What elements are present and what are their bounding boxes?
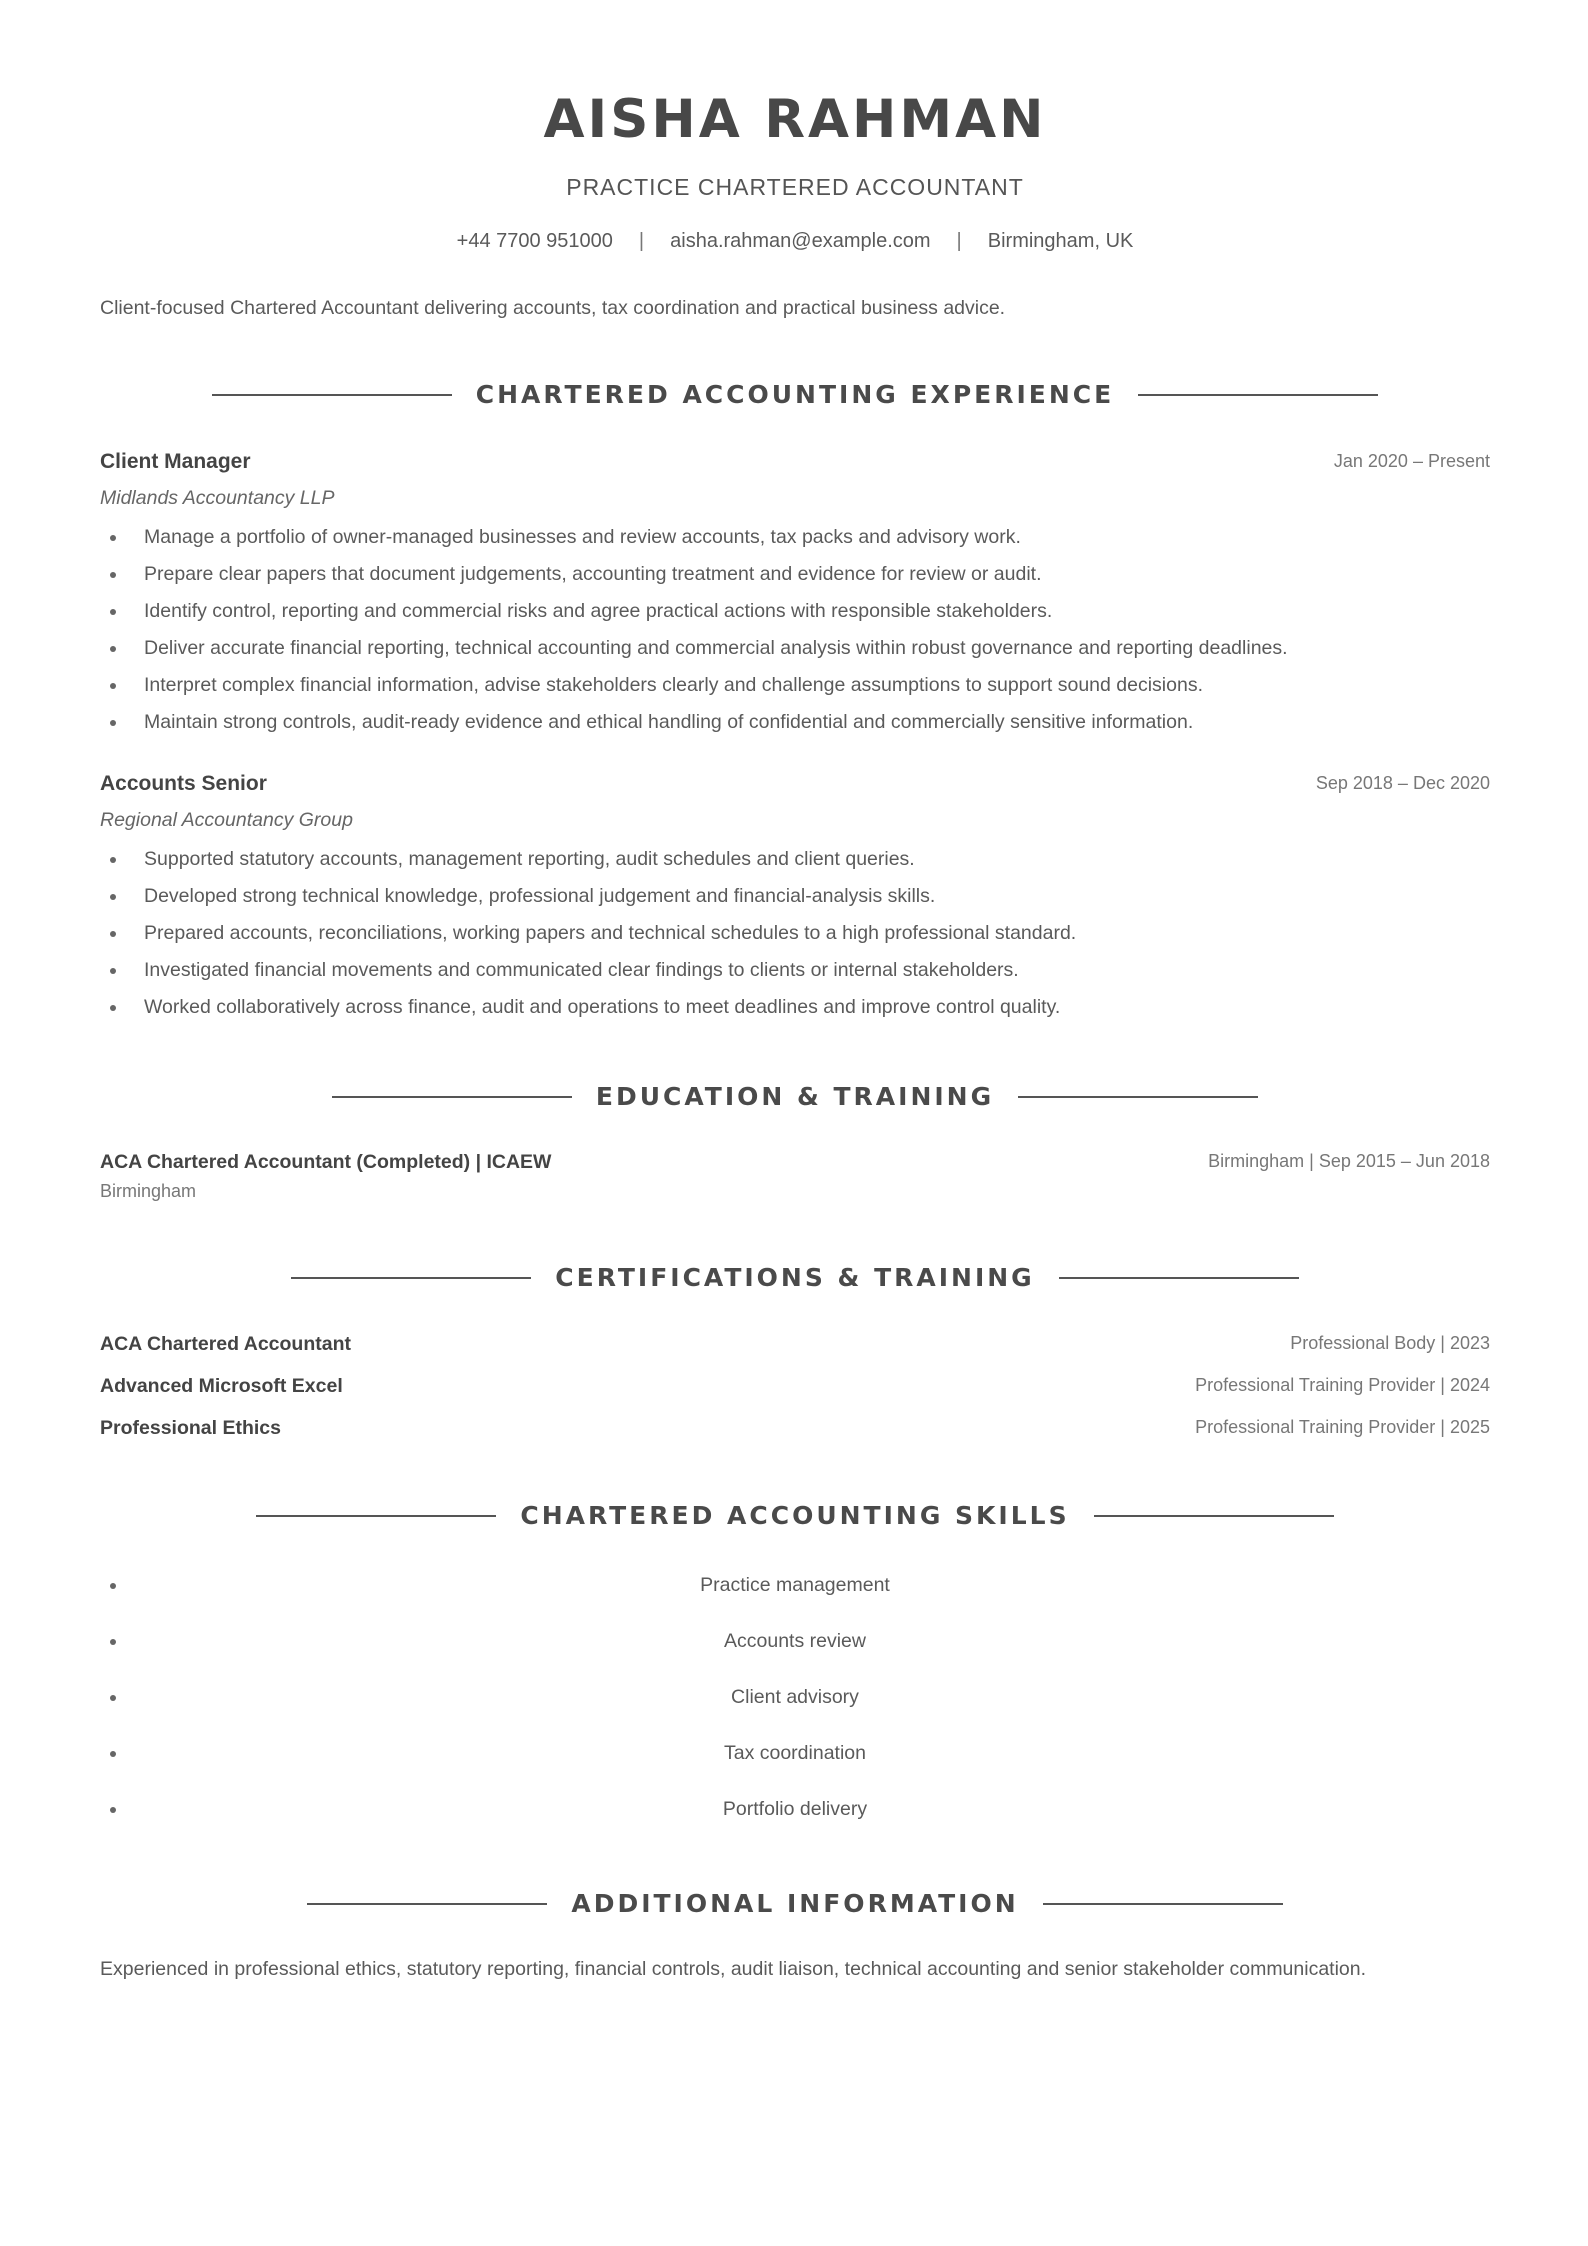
job-bullet [100, 957, 1490, 994]
section-title: EDUCATION & TRAINING [595, 1082, 995, 1111]
bullet-icon [110, 683, 116, 689]
contact-separator: | [638, 230, 645, 252]
certification-entry [100, 1414, 1490, 1444]
bullet-icon [110, 968, 116, 974]
job-bullets [100, 846, 1490, 1031]
certification-name: Professional Ethics [100, 1417, 281, 1439]
section-title: CHARTERED ACCOUNTING EXPERIENCE [475, 380, 1115, 409]
bullet-text: Prepared accounts, reconciliations, working papers and technical schedules to a high professional standard. [144, 922, 1077, 944]
bullet-icon [110, 894, 116, 900]
heading-rule [1043, 1903, 1283, 1905]
section-title: CERTIFICATIONS & TRAINING [555, 1263, 1035, 1292]
resume-page [100, 0, 1490, 2246]
contact-email: aisha.rahman@example.com [670, 230, 931, 252]
certification-name: Advanced Microsoft Excel [100, 1375, 343, 1397]
job-dates: Jan 2020 – Present [1333, 451, 1490, 471]
heading-rule [1094, 1515, 1334, 1517]
job-bullets [100, 524, 1490, 746]
job-bullet [100, 598, 1490, 635]
heading-rule [1059, 1277, 1299, 1279]
job-bullet [100, 846, 1490, 883]
certification-entry [100, 1330, 1490, 1360]
skill-text: Portfolio delivery [722, 1798, 868, 1820]
job-dates: Sep 2018 – Dec 2020 [1315, 773, 1490, 793]
section-heading-certifications [100, 1261, 1490, 1295]
bullet-icon [110, 1005, 116, 1011]
job-bullet [100, 920, 1490, 957]
job-bullet [100, 883, 1490, 920]
bullet-text: Prepare clear papers that document judgements, accounting treatment and evidence for review or audit. [144, 563, 1042, 585]
contact-separator: | [956, 230, 962, 252]
certification-issuer: Professional Training Provider | 2025 [1195, 1417, 1490, 1437]
job-title: Accounts Senior [100, 772, 267, 795]
certification-issuer: Professional Training Provider | 2024 [1195, 1375, 1490, 1395]
skill-item [100, 1684, 1490, 1740]
skill-item [100, 1796, 1490, 1852]
bullet-text: Identify control, reporting and commercial risks and agree practical actions with responsible stakeholders. [144, 600, 1053, 622]
bullet-text: Manage a portfolio of owner-managed businesses and review accounts, tax packs and advisory work. [144, 526, 1021, 548]
education-details: Birmingham | Sep 2015 – Jun 2018 [1208, 1151, 1490, 1171]
skill-text: Practice management [700, 1574, 890, 1596]
certification-entry [100, 1372, 1490, 1402]
bullet-icon [110, 1751, 116, 1757]
job-bullet [100, 709, 1490, 746]
contact-phone: +44 7700 951000 [456, 230, 613, 252]
job-company: Midlands Accountancy LLP [100, 487, 335, 509]
candidate-title: PRACTICE CHARTERED ACCOUNTANT [566, 174, 1024, 200]
skill-item [100, 1572, 1490, 1628]
bullet-text: Supported statutory accounts, management reporting, audit schedules and client queries. [144, 848, 915, 870]
skills-list [100, 1572, 1490, 1852]
bullet-icon [110, 572, 116, 578]
heading-rule [307, 1903, 547, 1905]
additional-info-text: Experienced in professional ethics, statutory reporting, financial controls, audit liaison, technical accounting and senior stakeholder communication. [100, 1958, 1367, 1980]
job-bullet [100, 635, 1490, 672]
section-title: ADDITIONAL INFORMATION [571, 1889, 1019, 1918]
education-location: Birmingham [100, 1181, 197, 1201]
bullet-icon [110, 535, 116, 541]
bullet-text: Worked collaboratively across finance, audit and operations to meet deadlines and improve control quality. [144, 996, 1061, 1018]
bullet-text: Investigated financial movements and communicated clear findings to clients or internal stakeholders. [144, 959, 1019, 981]
section-heading-additional [100, 1887, 1490, 1921]
bullet-icon [110, 646, 116, 652]
bullet-icon [110, 609, 116, 615]
section-heading-education [100, 1080, 1490, 1114]
bullet-icon [110, 931, 116, 937]
bullet-icon [110, 857, 116, 863]
education-entry [100, 1148, 1490, 1178]
section-heading-experience [100, 378, 1490, 412]
bullet-text: Developed strong technical knowledge, professional judgement and financial-analysis skills. [144, 885, 936, 907]
bullet-icon [110, 1695, 116, 1701]
bullet-text: Maintain strong controls, audit-ready evidence and ethical handling of confidential and commercially sensitive information. [144, 711, 1194, 733]
job-company: Regional Accountancy Group [100, 809, 353, 831]
profile-summary: Client-focused Chartered Accountant delivering accounts, tax coordination and practical business advice. [100, 297, 1006, 319]
heading-rule [1018, 1096, 1258, 1098]
section-heading-skills [100, 1499, 1490, 1533]
section-title: CHARTERED ACCOUNTING SKILLS [520, 1501, 1070, 1530]
heading-rule [212, 394, 452, 396]
certification-name: ACA Chartered Accountant [100, 1333, 351, 1355]
certification-issuer: Professional Body | 2023 [1290, 1333, 1490, 1353]
education-qualification: ACA Chartered Accountant (Completed) | ICAEW [100, 1151, 552, 1173]
bullet-icon [110, 1639, 116, 1645]
bullet-icon [110, 1583, 116, 1589]
heading-rule [256, 1515, 496, 1517]
skill-text: Tax coordination [723, 1742, 866, 1764]
candidate-name: AISHA RAHMAN [543, 89, 1047, 150]
skill-item [100, 1740, 1490, 1796]
bullet-icon [110, 720, 116, 726]
bullet-icon [110, 1807, 116, 1813]
job-title: Client Manager [100, 450, 251, 473]
heading-rule [332, 1096, 572, 1098]
contact-line [100, 227, 1490, 255]
job-bullet [100, 561, 1490, 598]
skill-item [100, 1628, 1490, 1684]
bullet-text: Deliver accurate financial reporting, technical accounting and commercial analysis within robust governance and reporting deadlines. [144, 637, 1288, 659]
skill-text: Accounts review [724, 1630, 866, 1652]
job-bullet [100, 672, 1490, 709]
skill-text: Client advisory [731, 1686, 859, 1708]
job-bullet [100, 994, 1490, 1031]
bullet-text: Interpret complex financial information, advise stakeholders clearly and challenge assumptions to support sound decisions. [144, 674, 1203, 696]
job-bullet [100, 524, 1490, 561]
contact-location: Birmingham, UK [987, 230, 1134, 252]
heading-rule [1138, 394, 1378, 396]
heading-rule [291, 1277, 531, 1279]
